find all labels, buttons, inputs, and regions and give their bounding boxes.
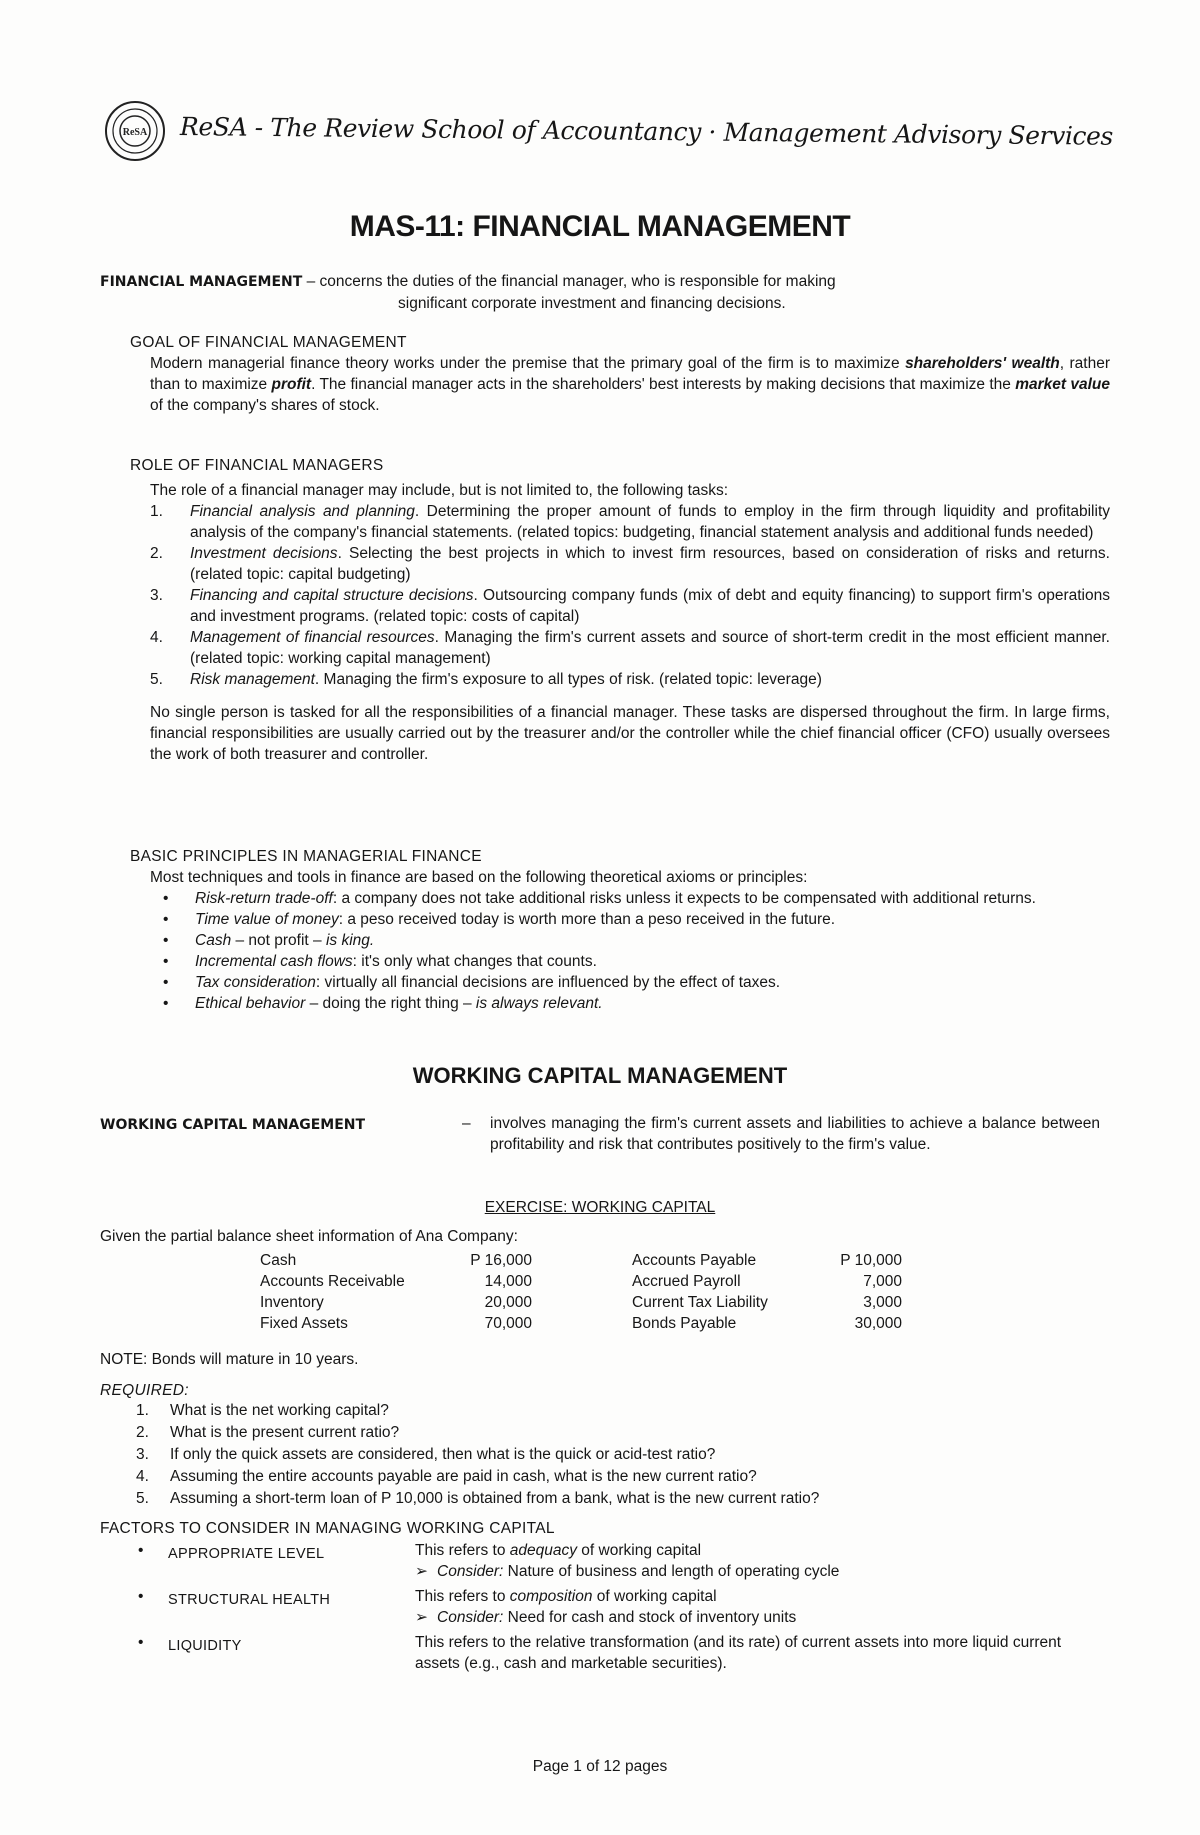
principle-sep: : (332, 890, 342, 907)
fm-definition (100, 271, 1110, 314)
role-item-title: Financing and capital structure decisions (190, 587, 474, 604)
consider-label: Consider: (437, 1609, 504, 1626)
principle-item (155, 993, 1110, 1014)
exercise-note: NOTE: Bonds will mature in 10 years. (100, 1351, 359, 1368)
role-section (130, 455, 1110, 765)
goal-section (130, 332, 1110, 416)
asset-name: Fixed Assets (260, 1315, 348, 1332)
goal-emph-wealth: shareholders' wealth (905, 355, 1060, 372)
principle-text: doing the right thing – (322, 995, 476, 1012)
role-intro: The role of a financial manager may include, but is not limited to, the following tasks: (150, 482, 729, 499)
liability-name: Bonds Payable (632, 1315, 737, 1332)
principle-item (155, 930, 1110, 951)
principle-item (155, 888, 1110, 909)
required-text: Assuming a short-term loan of P 10,000 is obtained from a bank, what is the new current ratio? (170, 1490, 820, 1507)
required-text: Assuming the entire accounts payable are paid in cash, what is the new current ratio? (170, 1468, 757, 1485)
role-item-number: 4. (150, 629, 163, 646)
principle-term: Tax consideration (195, 974, 316, 991)
balance-sheet-row (260, 1250, 902, 1271)
principle-text: not profit – (248, 932, 326, 949)
role-item-title: Financial analysis and planning (190, 503, 415, 520)
required-number: 4. (136, 1468, 149, 1485)
principle-term: Incremental cash flows (195, 953, 353, 970)
principles-list (155, 888, 1110, 1014)
role-list (150, 501, 1110, 690)
factors-list (130, 1540, 1110, 1678)
role-item-text: . Determining the proper amount of funds to employ in the firm through liquidity and profitability analysis of the company's financial statements. (related topics: budgeting, financial statement analysis and additional funds needed) (190, 503, 1110, 541)
liability-name: Accrued Payroll (632, 1273, 741, 1290)
asset-name: Accounts Receivable (260, 1273, 405, 1290)
factor-description: This refers to adequacy of working capital (415, 1542, 702, 1559)
role-item-text: . Selecting the best projects in which to invest firm resources, based on consideration of risks and returns. (related topic: capital budgeting) (190, 545, 1110, 583)
factor-consider (415, 1607, 1110, 1628)
role-item (150, 501, 1110, 543)
role-item (150, 627, 1110, 669)
fm-term: FINANCIAL MANAGEMENT (100, 274, 303, 290)
principle-item (155, 951, 1110, 972)
factors-heading: FACTORS TO CONSIDER IN MANAGING WORKING CAPITAL (100, 1520, 555, 1537)
factor-label: LIQUIDITY (168, 1638, 242, 1654)
principle-term: Ethical behavior (195, 995, 306, 1012)
liability-value: 30,000 (854, 1315, 902, 1332)
header (104, 100, 1114, 162)
factor-bullet: • (138, 1588, 144, 1605)
role-item-number: 3. (150, 587, 163, 604)
fm-dash: – (306, 273, 316, 290)
factor-consider (415, 1561, 1110, 1582)
required-item (130, 1400, 1110, 1422)
role-item-title: Management of financial resources (190, 629, 435, 646)
asset-value: P 16,000 (470, 1252, 532, 1269)
factor-bullet: • (138, 1634, 144, 1651)
arrow-bullet-icon: ➢ (415, 1609, 428, 1626)
factor-item (130, 1586, 1110, 1628)
liability-name: Current Tax Liability (632, 1294, 768, 1311)
header-tagline: ReSA - The Review School of Accountancy · Management Advisory Services (179, 112, 1114, 151)
balance-sheet-row (260, 1313, 902, 1334)
wcm-definition: involves managing the firm's current assets and liabilities to achieve a balance between profitability and risk that contributes positively to the firm's value. (490, 1115, 1100, 1153)
balance-sheet-row (260, 1292, 902, 1313)
required-number: 1. (136, 1402, 149, 1419)
required-item (130, 1488, 1110, 1510)
role-item-text: . Managing the firm's exposure to all types of risk. (related topic: leverage) (314, 671, 822, 688)
required-number: 2. (136, 1424, 149, 1441)
role-item-text: . Managing the firm's current assets and source of short-term credit in the most efficient manner. (related topic: working capital management) (190, 629, 1110, 667)
principle-item (155, 909, 1110, 930)
liability-value: 7,000 (863, 1273, 902, 1290)
required-item (130, 1422, 1110, 1444)
page-title: MAS-11: FINANCIAL MANAGEMENT (349, 210, 851, 243)
principle-term: Time value of money (195, 911, 339, 928)
required-text: What is the net working capital? (170, 1402, 389, 1419)
wcm-title: WORKING CAPITAL MANAGEMENT (412, 1063, 788, 1088)
role-item-number: 1. (150, 503, 163, 520)
consider-text: Nature of business and length of operating cycle (503, 1563, 840, 1580)
principle-sep: : (338, 911, 348, 928)
principle-text: virtually all financial decisions are influenced by the effect of taxes. (324, 974, 781, 991)
principles-heading: BASIC PRINCIPLES IN MANAGERIAL FINANCE (130, 848, 482, 865)
required-number: 5. (136, 1490, 149, 1507)
role-item-title: Risk management (190, 671, 315, 688)
factor-emph: composition (509, 1588, 593, 1605)
asset-value: 14,000 (484, 1273, 532, 1290)
fm-text-line1: concerns the duties of the financial manager, who is responsible for making (319, 273, 836, 290)
factor-item (130, 1632, 1110, 1674)
factor-label: STRUCTURAL HEALTH (168, 1592, 331, 1608)
liability-value: P 10,000 (840, 1252, 902, 1269)
principle-text: a company does not take additional risks unless it expects to be compensated with additional returns. (341, 890, 1036, 907)
consider-text: Need for cash and stock of inventory units (503, 1609, 797, 1626)
balance-sheet-row (260, 1271, 902, 1292)
liability-name: Accounts Payable (632, 1252, 757, 1269)
principle-text: it's only what changes that counts. (361, 953, 597, 970)
principle-item (155, 972, 1110, 993)
goal-emph-market-value: market value (1015, 376, 1111, 393)
principles-intro: Most techniques and tools in finance are based on the following theoretical axioms or principles: (150, 869, 808, 886)
factor-item (130, 1540, 1110, 1582)
factor-emph: adequacy (509, 1542, 577, 1559)
role-item-number: 5. (150, 671, 163, 688)
role-item-text: . Outsourcing company funds (mix of debt and equity financing) to support firm's operations and investment programs. (related topic: costs of capital) (190, 587, 1110, 625)
role-item (150, 543, 1110, 585)
principle-text: a peso received today is worth more than a peso received in the future. (347, 911, 836, 928)
factor-description: This refers to the relative transformation (and its rate) of current assets into more liquid current assets (e.g., cash and marketable securities). (415, 1634, 1062, 1672)
role-item-title: Investment decisions (190, 545, 338, 562)
balance-sheet-table (260, 1250, 902, 1334)
factor-bullet: • (138, 1542, 144, 1559)
required-text: If only the quick assets are considered, then what is the quick or acid-test ratio? (170, 1446, 716, 1463)
principle-sep: : (315, 974, 325, 991)
exercise-title: EXERCISE: WORKING CAPITAL (484, 1199, 716, 1216)
principle-term: Cash (195, 932, 232, 949)
factor-label: APPROPRIATE LEVEL (168, 1546, 325, 1562)
principle-tail: is always relevant. (475, 995, 603, 1012)
principle-sep: – (305, 995, 323, 1012)
principle-term: Risk-return trade-off (195, 890, 333, 907)
asset-name: Cash (260, 1252, 297, 1269)
wcm-term: WORKING CAPITAL MANAGEMENT (100, 1117, 366, 1133)
goal-paragraph: Modern managerial finance theory works under the premise that the primary goal of the firm is to maximize shareholders' wealth, rather than to maximize profit. The financial manager acts in the shareholders' best interests by making decisions that maximize the market value of the company's shares of stock. (150, 355, 1111, 414)
wcm-dash: – (462, 1115, 471, 1132)
principles-section (130, 846, 1110, 1014)
role-heading: ROLE OF FINANCIAL MANAGERS (130, 457, 384, 474)
liability-value: 3,000 (863, 1294, 902, 1311)
asset-name: Inventory (260, 1294, 324, 1311)
consider-label: Consider: (437, 1563, 504, 1580)
goal-heading: GOAL OF FINANCIAL MANAGEMENT (130, 334, 407, 351)
role-item (150, 585, 1110, 627)
required-list (130, 1400, 1110, 1510)
resa-seal-logo (104, 100, 166, 162)
principle-sep: – (231, 932, 249, 949)
principle-tail: is king. (325, 932, 375, 949)
seal-text: ReSA (122, 127, 148, 138)
required-text: What is the present current ratio? (170, 1424, 400, 1441)
asset-value: 70,000 (484, 1315, 532, 1332)
role-item-number: 2. (150, 545, 163, 562)
page-footer: Page 1 of 12 pages (532, 1758, 668, 1775)
arrow-bullet-icon: ➢ (415, 1563, 428, 1580)
principle-sep: : (352, 953, 362, 970)
factor-description: This refers to composition of working capital (415, 1588, 717, 1605)
asset-value: 20,000 (484, 1294, 532, 1311)
exercise-intro: Given the partial balance sheet information of Ana Company: (100, 1228, 518, 1245)
required-item (130, 1466, 1110, 1488)
required-item (130, 1444, 1110, 1466)
fm-text-line2: significant corporate investment and financing decisions. (398, 295, 786, 312)
required-label: REQUIRED: (100, 1382, 189, 1399)
goal-emph-profit: profit (271, 376, 312, 393)
required-number: 3. (136, 1446, 149, 1463)
role-item (150, 669, 1110, 690)
role-closing: No single person is tasked for all the responsibilities of a financial manager. These tasks are dispersed throughout the firm. In large firms, financial responsibilities are usually carried out by the treasurer and/or the controller while the chief financial officer (CFO) usually oversees the work of both treasurer and controller. (150, 704, 1110, 763)
